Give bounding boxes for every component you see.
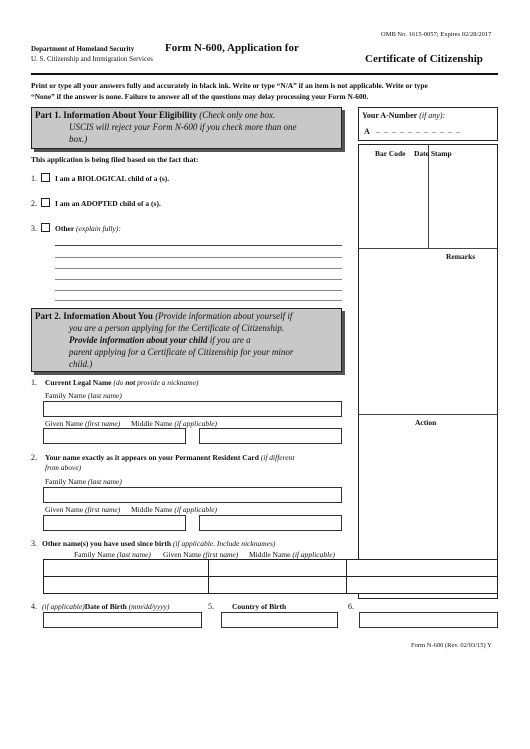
option1-checkbox[interactable] bbox=[41, 173, 50, 182]
q2-label: Your name exactly as it appears on your Permanent Resident Card bbox=[45, 453, 259, 462]
part2-note3-bold: Provide information about your child bbox=[69, 335, 208, 345]
q1-number: 1. bbox=[31, 378, 37, 387]
q3-row1-middle-input[interactable] bbox=[347, 560, 497, 575]
q1-family-hint: (last name) bbox=[87, 391, 122, 400]
option1-label: I am a BIOLOGICAL child of a (s). bbox=[55, 174, 170, 183]
part1-intro: This application is being filed based on the fact that: bbox=[31, 155, 199, 164]
q2-middle-label-line bbox=[131, 506, 217, 514]
q2-middle-name-input[interactable] bbox=[199, 515, 342, 531]
date-stamp-label: Date Stamp bbox=[414, 149, 452, 158]
remarks-label: Remarks bbox=[446, 252, 476, 261]
part1-title: Part 1. Information About Your Eligibility bbox=[35, 110, 198, 120]
q1-given-label-line bbox=[45, 420, 120, 428]
q3-col-family-hint: (last name) bbox=[116, 550, 151, 559]
form-subtitle: Certificate of Citizenship bbox=[365, 53, 483, 65]
q3-col-family bbox=[74, 551, 151, 559]
q1-middle-name-input[interactable] bbox=[199, 428, 342, 444]
q4-label-line bbox=[42, 603, 169, 611]
q3-col-middle bbox=[249, 551, 335, 559]
part2-note5: child.) bbox=[69, 359, 93, 369]
instructions-line2: “None” if the answer is none. Failure to answer all of the questions may delay processing your Form N-600. bbox=[31, 92, 369, 101]
agency-name: U. S. Citizenship and Immigration Services bbox=[31, 55, 153, 63]
form-footer: Form N-600 (Rev. 02/03/15) Y bbox=[411, 642, 492, 649]
q2-given-hint: (first name) bbox=[85, 505, 121, 514]
q1-middle-hint: (if applicable) bbox=[174, 419, 218, 428]
q3-col-given-hint: (first name) bbox=[203, 550, 239, 559]
q2-given-label: Given Name bbox=[45, 505, 85, 514]
q3-col-middle-hint: (if applicable) bbox=[292, 550, 336, 559]
explain-line-4[interactable] bbox=[55, 279, 342, 280]
q2-middle-hint: (if applicable) bbox=[174, 505, 218, 514]
q1-hint-b: provide a nickname) bbox=[135, 378, 199, 387]
q1-given-hint: (first name) bbox=[85, 419, 121, 428]
explain-line-5[interactable] bbox=[55, 290, 342, 291]
part2-note3: if you are a bbox=[207, 335, 251, 345]
q1-family-name-input[interactable] bbox=[43, 401, 342, 417]
q3-col-given bbox=[163, 551, 238, 559]
barcode-label: Bar Code bbox=[375, 149, 406, 158]
explain-line-1[interactable] bbox=[55, 245, 342, 246]
remarks-divider bbox=[358, 248, 498, 249]
q1-middle-label-line bbox=[131, 420, 217, 428]
header-divider bbox=[31, 73, 498, 75]
anumber-input[interactable]: _ _ _ _ _ _ _ _ _ _ _ bbox=[376, 125, 461, 134]
part2-title-line bbox=[35, 312, 292, 321]
q2-label-line bbox=[45, 454, 294, 462]
date-of-birth-input[interactable] bbox=[43, 612, 202, 628]
q4-hint: (if applicable) bbox=[42, 602, 85, 611]
form-title: Form N-600, Application for bbox=[165, 42, 299, 54]
q2-family-hint: (last name) bbox=[87, 477, 122, 486]
option1-number: 1. bbox=[31, 174, 37, 183]
option3-checkbox[interactable] bbox=[41, 223, 50, 232]
q3-row2-family-input[interactable] bbox=[44, 577, 207, 593]
option2-number: 2. bbox=[31, 199, 37, 208]
anumber-prefix: A bbox=[364, 127, 370, 136]
q3-hint: (if applicable. Include nicknames) bbox=[171, 539, 276, 548]
q1-hint-not: not bbox=[125, 378, 136, 387]
q2-family-name-input[interactable] bbox=[43, 487, 342, 503]
option3-number: 3. bbox=[31, 224, 37, 233]
q2-given-label-line bbox=[45, 506, 120, 514]
part2-note3-line bbox=[69, 336, 251, 345]
q3-row2-given-input[interactable] bbox=[209, 577, 345, 593]
q1-given-label: Given Name bbox=[45, 419, 85, 428]
q3-label-line bbox=[42, 540, 275, 548]
department-name: Department of Homeland Security bbox=[31, 45, 135, 53]
q1-family-label: Family Name bbox=[45, 391, 88, 400]
q2-hint1: (if different bbox=[258, 453, 295, 462]
q1-label-line bbox=[45, 379, 199, 387]
q4-number: 4. bbox=[31, 602, 37, 611]
q2-family-label: Family Name bbox=[45, 477, 88, 486]
instructions-line1: Print or type all your answers fully and accurately in black ink. Write or type “N/A” if an item is not applicable. Write or type bbox=[31, 81, 428, 90]
anumber-label-line bbox=[362, 112, 445, 120]
option2-label: I am an ADOPTED child of a (s). bbox=[55, 199, 161, 208]
option3-label-line bbox=[55, 225, 121, 233]
anumber-label: Your A-Number bbox=[362, 111, 418, 120]
q3-number: 3. bbox=[31, 539, 37, 548]
anumber-hint: (if any): bbox=[419, 111, 446, 120]
part1-note1: (Check only one box. bbox=[197, 110, 276, 120]
q3-col-given-label: Given Name bbox=[163, 550, 203, 559]
q1-middle-label: Middle Name bbox=[131, 419, 175, 428]
q6-input[interactable] bbox=[359, 612, 498, 628]
part1-note2: USCIS will reject your Form N-600 if you check more than one bbox=[69, 122, 297, 132]
q3-row1-family-input[interactable] bbox=[44, 560, 207, 575]
country-of-birth-input[interactable] bbox=[221, 612, 338, 628]
q2-number: 2. bbox=[31, 453, 37, 462]
q1-given-name-input[interactable] bbox=[43, 428, 186, 444]
explain-line-2[interactable] bbox=[55, 257, 342, 258]
q5-number: 5. bbox=[208, 602, 214, 611]
explain-line-3[interactable] bbox=[55, 268, 342, 269]
action-label: Action bbox=[415, 418, 437, 427]
part2-title: Part 2. Information About You bbox=[35, 311, 153, 321]
omb-number: OMB No. 1615-0057; Expires 02/28/2017 bbox=[381, 31, 492, 38]
q3-col-family-label: Family Name bbox=[74, 550, 117, 559]
q1-family-label-line bbox=[45, 392, 122, 400]
q5-label: Country of Birth bbox=[232, 602, 287, 611]
q2-given-name-input[interactable] bbox=[43, 515, 186, 531]
q1-hint-a: (do bbox=[111, 378, 126, 387]
option3-hint: (explain fully): bbox=[76, 224, 121, 233]
option3-label: Other bbox=[55, 224, 75, 233]
office-use-divider bbox=[428, 144, 429, 248]
q2-hint2: from above) bbox=[45, 463, 82, 472]
part1-title-line bbox=[35, 111, 275, 120]
q2-middle-label: Middle Name bbox=[131, 505, 175, 514]
part2-note2: you are a person applying for the Certificate of Citizenship. bbox=[69, 323, 285, 333]
action-divider bbox=[358, 414, 498, 415]
q6-number: 6. bbox=[348, 602, 354, 611]
q2-family-label-line bbox=[45, 478, 122, 486]
part1-note3: box.) bbox=[69, 134, 88, 144]
q3-col-middle-label: Middle Name bbox=[249, 550, 293, 559]
q1-label: Current Legal Name bbox=[45, 378, 112, 387]
q4-format: (mm/dd/yyyy) bbox=[126, 602, 170, 611]
q3-row2-middle-input[interactable] bbox=[347, 577, 497, 593]
part2-note1: (Provide information about yourself if bbox=[152, 311, 293, 321]
q4-label: Date of Birth bbox=[84, 602, 127, 611]
option2-checkbox[interactable] bbox=[41, 198, 50, 207]
q3-row1-given-input[interactable] bbox=[209, 560, 345, 575]
explain-line-6[interactable] bbox=[55, 300, 342, 301]
part2-note4: parent applying for a Certificate of Citizenship for your minor bbox=[69, 347, 294, 357]
q3-label: Other name(s) you have used since birth bbox=[42, 539, 172, 548]
